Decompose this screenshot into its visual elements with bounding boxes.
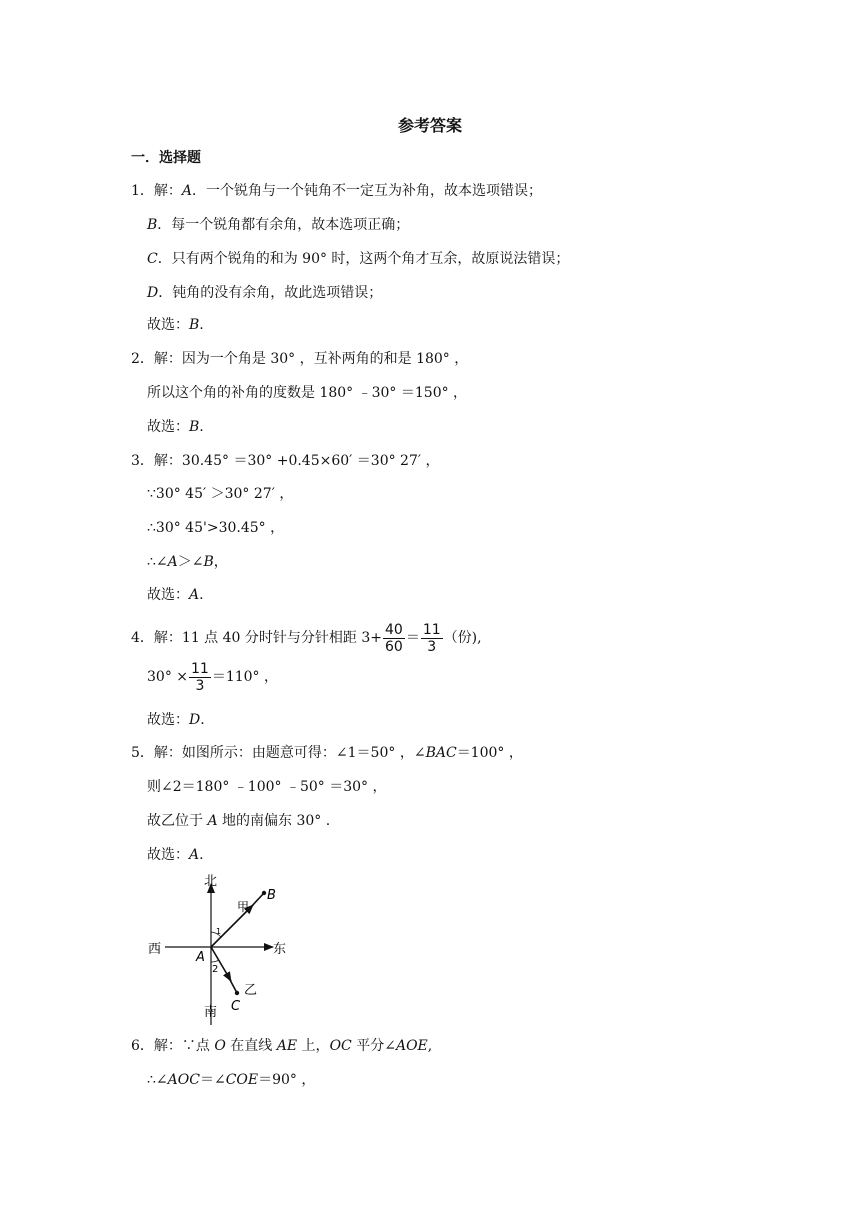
point-b [262, 891, 266, 895]
label-point-b: B [267, 888, 276, 903]
point-c [235, 991, 239, 995]
q3-line-3: ∴30° 45'>30.45° ， [147, 520, 285, 536]
q6-line-2: ∴∠AOC＝∠COE＝90° ， [147, 1072, 316, 1088]
q2-line-2: 所以这个角的补角的度数是 180° ﹣30° ＝150° ， [147, 385, 468, 401]
fraction: $\frac{40}{60}$ [385, 621, 403, 655]
q3-line-1: 3．解：30.45° ＝30° +0.45×60′ ＝30° 27′ ， [131, 453, 440, 469]
label-point-a: A [196, 950, 205, 965]
label-angle-1: 1 [216, 927, 222, 936]
q3-line-2: ∵30° 45′ ＞30° 27′ ， [147, 486, 294, 502]
label-angle-2: 2 [212, 964, 219, 975]
q4-line-2: 30° × $\frac{11}{3}$ ＝110° ， [147, 660, 278, 694]
q1-answer: 故选：B. [147, 317, 204, 333]
q5-line-1: 5．解：如图所示：由题意可得：∠1＝50° ，∠BAC＝100° ， [131, 745, 523, 761]
q4-number: 4． [131, 630, 154, 646]
label-point-c: C [231, 999, 241, 1014]
compass-diagram [140, 868, 300, 1028]
section-heading: 一．选择题 [131, 150, 201, 166]
ray-to-b [250, 893, 264, 908]
q1-line-4: D．钝角的没有余角，故此选项错误； [147, 285, 383, 301]
label-north: 北 [204, 874, 218, 889]
q3-answer: 故选：A. [147, 587, 204, 603]
q4-line-1: 4．解：11 点 40 分时针与分针相距 3+ $\frac{40}{60}$ ＝ $\frac{11}{3}$ （份), [131, 621, 482, 655]
label-south: 南 [204, 1005, 218, 1020]
fraction: $\frac{11}{3}$ [191, 660, 209, 694]
q1-line-1: 1．解：A．一个锐角与一个钝角不一定互为补角，故本选项错误； [131, 183, 543, 199]
q2-line-1: 2．解：因为一个角是 30° ，互补两角的和是 180° ， [131, 351, 469, 367]
q5-number: 5． [131, 745, 154, 761]
q6-line-1: 6．解：∵点 O 在直线 AE 上，OC 平分∠AOE, [131, 1038, 433, 1054]
label-yi: 乙 [244, 983, 258, 998]
q4-answer: 故选：D. [147, 712, 205, 728]
q1-number: 1． [131, 183, 154, 199]
label-jia: 甲 [237, 900, 250, 914]
label-east: 东 [273, 942, 287, 957]
q6-number: 6． [131, 1038, 154, 1054]
q5-line-2: 则∠2＝180° ﹣100° ﹣50° ＝30° ， [147, 779, 387, 795]
label-west: 西 [148, 942, 162, 957]
q5-answer: 故选：A. [147, 847, 204, 863]
q3-line-4: ∴∠A＞∠B， [147, 554, 228, 570]
q2-answer: 故选：B. [147, 419, 204, 435]
angle-2-arc [211, 960, 219, 962]
q1-line-2: B．每一个锐角都有余角，故本选项正确； [147, 217, 410, 233]
ray-to-c [229, 978, 237, 993]
q1-line-3: C．只有两个锐角的和为 90° 时，这两个角才互余，故原说法错误； [147, 251, 570, 267]
q3-number: 3． [131, 453, 154, 469]
fraction: $\frac{11}{3}$ [422, 621, 441, 655]
q5-line-3: 故乙位于 A 地的南偏东 30° . [147, 813, 331, 829]
q2-number: 2． [131, 351, 154, 367]
page-title: 参考答案 [397, 116, 462, 135]
